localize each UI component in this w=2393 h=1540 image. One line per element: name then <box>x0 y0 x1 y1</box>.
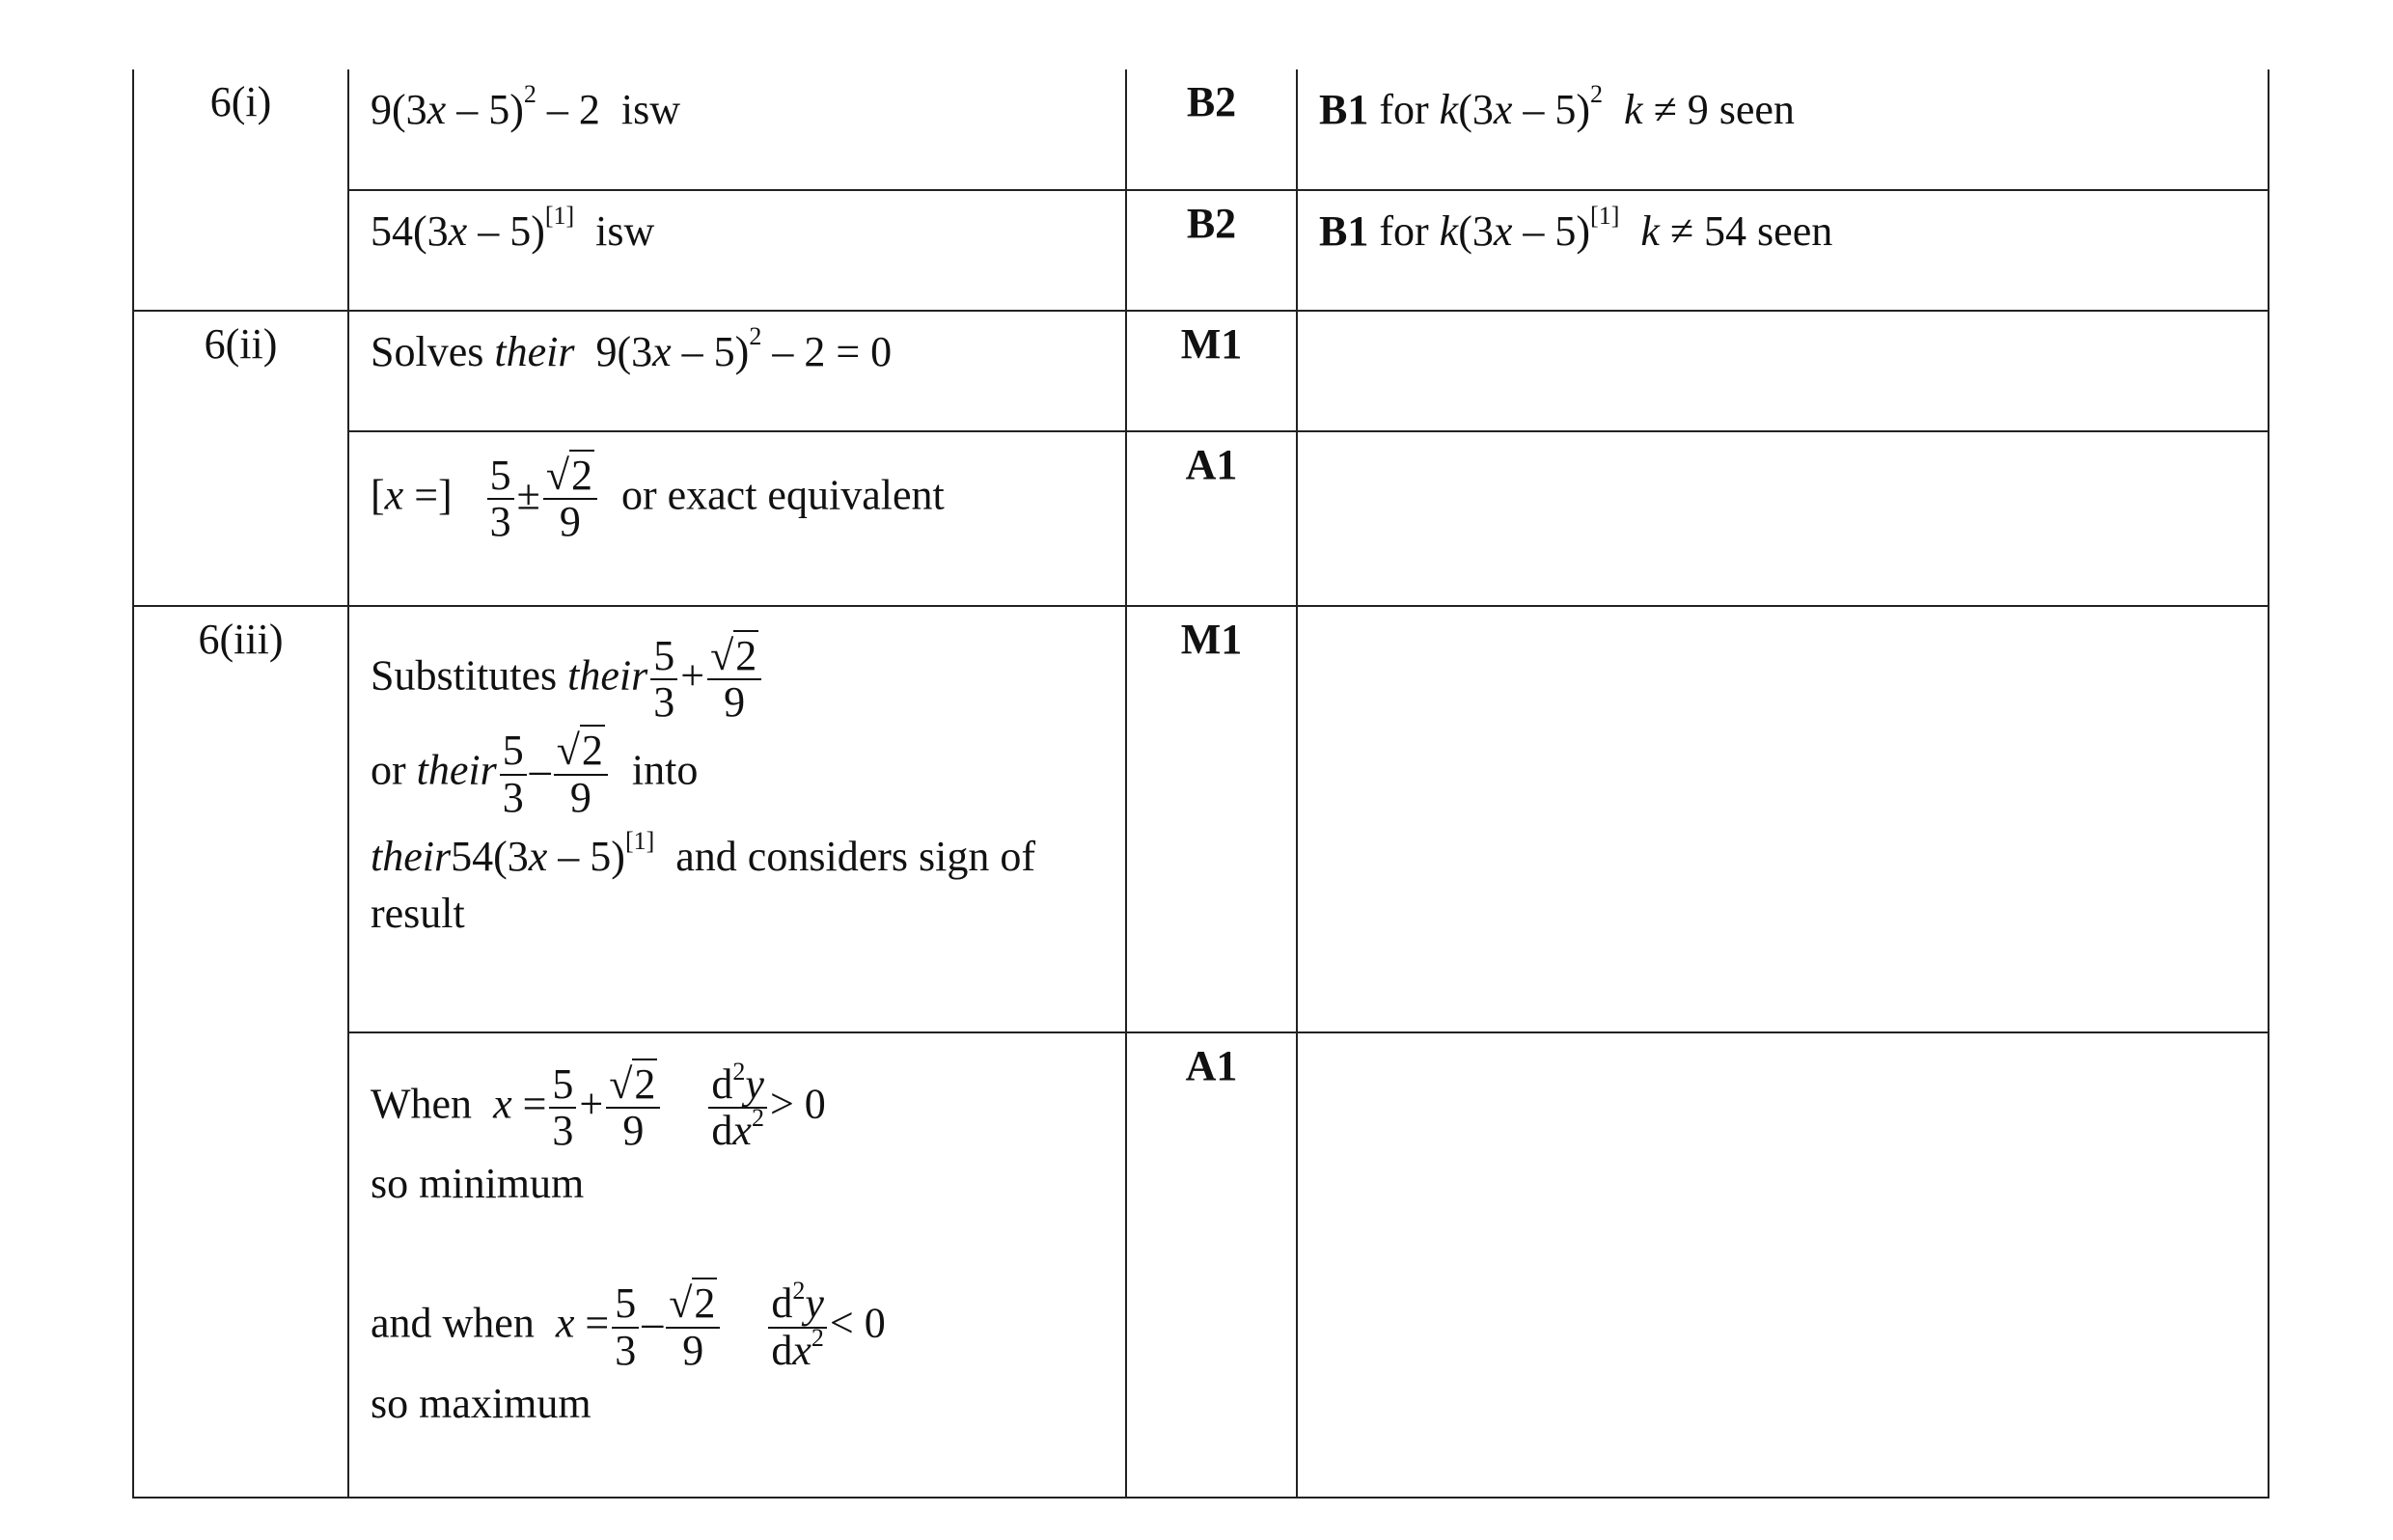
guidance-cell <box>1297 431 2269 606</box>
mark-scheme-table <box>132 69 2269 1499</box>
mark-cell: A1 <box>1126 431 1297 606</box>
table-row <box>133 69 2269 190</box>
mark-cell: M1 <box>1126 311 1297 431</box>
guidance-cell <box>1297 606 2269 1032</box>
table-row <box>133 1032 2269 1498</box>
question-cell: 6(i) <box>133 69 348 311</box>
answer-cell: 54(3x – 5)[1] isw <box>348 190 1126 311</box>
guidance-cell <box>1297 311 2269 431</box>
question-cell: 6(ii) <box>133 311 348 606</box>
guidance-cell: B1 for k(3x – 5)[1] k ≠ 54 seen <box>1297 190 2269 311</box>
table-row <box>133 311 2269 431</box>
mark-cell: A1 <box>1126 1032 1297 1498</box>
table-row <box>133 431 2269 606</box>
answer-cell: 9(3x – 5)$^2$ – 2 isw <box>348 69 1126 190</box>
table-row <box>133 190 2269 311</box>
guidance-cell <box>1297 1032 2269 1498</box>
mark-cell: B2 <box>1126 69 1297 190</box>
guidance-cell: B1 for k(3x – 5)$^2$ k ≠ 9 seen <box>1297 69 2269 190</box>
fraction: $\frac{5}{3}$ <box>487 454 514 544</box>
answer-cell: When x = $\frac{5}{3}$ + $\frac{√2}{9}$ $\frac{d^2y}{dx^2}$ > 0 so minimum and when x = $\frac{5}{3}$ – $\frac{√2}{9}$ $\frac{d^2y}{dx^2}$ < 0 so maximum <box>348 1032 1126 1498</box>
question-cell: 6(iii) <box>133 606 348 1498</box>
fraction: $\frac{√2}{9}$ <box>543 454 597 544</box>
table-row <box>133 606 2269 1032</box>
mark-cell: M1 <box>1126 606 1297 1032</box>
answer-cell: [x =] $\frac{5}{3}$ ± $\frac{√2}{9}$ or exact equivalent <box>348 431 1126 606</box>
mark-cell: B2 <box>1126 190 1297 311</box>
answer-cell: Solves their 9(3x – 5)$^2$ – 2 = 0 <box>348 311 1126 431</box>
answer-cell: Substitutes their $\frac{5}{3}$ + $\frac{√2}{9}$ or their $\frac{5}{3}$ – $\frac{√2}{9}$ into their54(3x – 5)[1] and considers sign of result <box>348 606 1126 1032</box>
